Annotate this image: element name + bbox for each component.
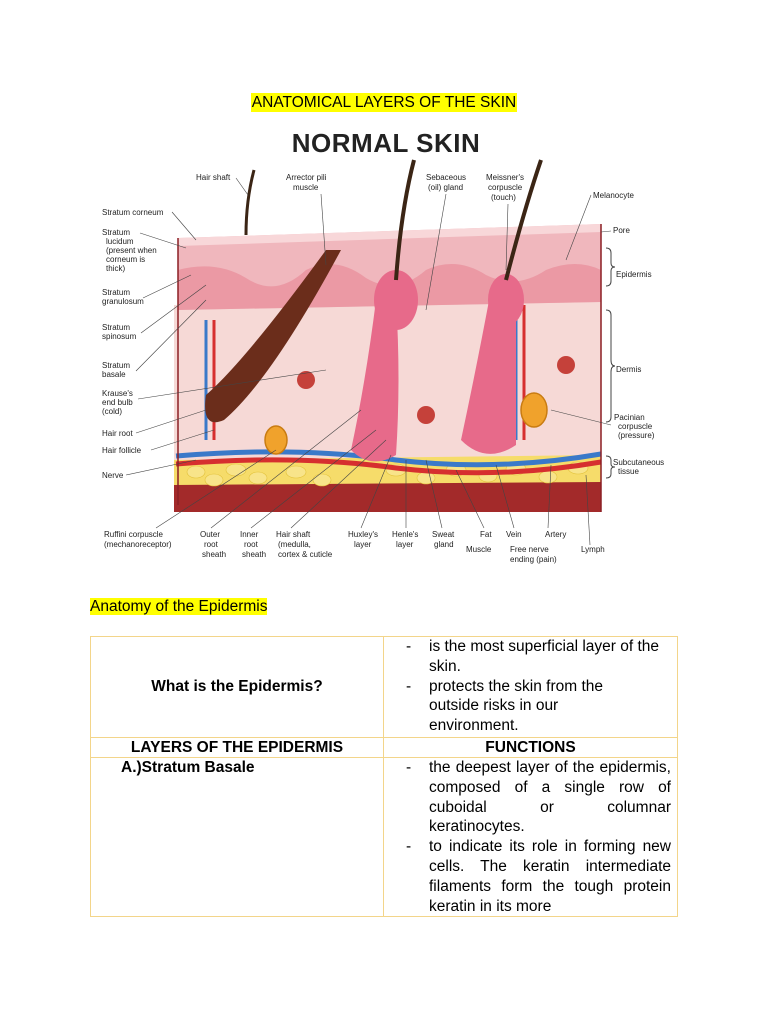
label-henle-1: Henle's [392,530,419,539]
answer-item: - is the most superficial layer of the skin. [384,637,677,677]
layer-name: A.)Stratum Basale [121,758,255,776]
column-header-layers: LAYERS OF THE EPIDERMIS [91,737,384,757]
label-stratum-granulosum-1: Stratum [102,288,131,297]
label-lymph: Lymph [581,545,605,554]
skin-block [174,160,601,512]
layer-cell [91,757,384,916]
label-stratum-lucidum-3: (present when [106,246,157,255]
label-shaft-bottom-1: Hair shaft [276,530,311,539]
label-pore: Pore [613,226,630,235]
label-meissner-3: (touch) [491,193,516,202]
label-artery: Artery [545,530,567,539]
label-hair-follicle: Hair follicle [102,446,142,455]
label-free-nerve-2: ending (pain) [510,555,557,564]
label-outer-3: sheath [202,550,227,559]
label-free-nerve-1: Free nerve [510,545,549,554]
function-item: - the deepest layer of the epidermis, composed of a single row of cuboidal or columnar keratinocytes. [384,758,677,837]
table-row [91,757,678,916]
label-outer-1: Outer [200,530,221,539]
label-krause-2: end bulb [102,398,133,407]
label-dermis: Dermis [616,365,642,374]
label-hair-root: Hair root [102,429,133,438]
epidermis-table [90,636,678,917]
label-stratum-spinosum-2: spinosum [102,332,137,341]
label-inner-2: root [244,540,258,549]
label-arrector-pili-1: Arrector pili [286,173,327,182]
label-vein: Vein [506,530,522,539]
answer-cell [384,637,678,738]
label-stratum-lucidum-4: corneum is [106,255,146,264]
label-stratum-basale-2: basale [102,370,126,379]
label-stratum-spinosum-1: Stratum [102,323,131,332]
label-stratum-lucidum-1: Stratum [102,228,131,237]
label-meissner-1: Meissner's [486,173,524,182]
label-meissner-2: corpuscle [488,183,523,192]
label-sweat-2: gland [434,540,454,549]
section-heading-text: Anatomy of the Epidermis [90,598,268,615]
table-row-question [91,637,678,738]
label-sweat-1: Sweat [432,530,455,539]
figure-heading: NORMAL SKIN [291,128,481,158]
label-subcutaneous-2: tissue [618,467,639,476]
label-ruffini-2: (mechanoreceptor) [104,540,172,549]
skin-anatomy-figure [96,120,676,575]
label-melanocyte: Melanocyte [593,191,634,200]
label-sebaceous-2: (oil) gland [428,183,464,192]
document-title [0,93,768,113]
function-list [384,758,677,916]
label-inner-1: Inner [240,530,259,539]
label-outer-2: root [204,540,218,549]
label-krause-1: Krause's [102,389,133,398]
label-pacinian-1: Pacinian [614,413,645,422]
label-stratum-granulosum-2: granulosum [102,297,144,306]
label-arrector-pili-2: muscle [293,183,319,192]
label-sebaceous-1: Sebaceous [426,173,467,182]
label-stratum-basale-1: Stratum [102,361,131,370]
column-header-functions: FUNCTIONS [384,737,678,757]
skin-diagram [96,120,676,575]
label-muscle: Muscle [466,545,492,554]
label-fat: Fat [480,530,492,539]
label-subcutaneous-1: Subcutaneous [613,458,665,467]
answer-item: - protects the skin from the outside risks in our environment. [384,677,677,736]
label-pacinian-3: (pressure) [618,431,655,440]
label-epidermis: Epidermis [616,270,652,279]
question-cell [91,637,384,738]
label-huxley-2: layer [354,540,372,549]
label-pacinian-2: corpuscle [618,422,653,431]
label-nerve: Nerve [102,471,124,480]
label-krause-3: (cold) [102,407,123,416]
table-header-row [91,737,678,757]
label-henle-2: layer [396,540,414,549]
label-stratum-corneum: Stratum corneum [102,208,164,217]
function-item: - to indicate its role in forming new cells. The keratin intermediate filaments form the tough protein keratin in its more [384,837,677,916]
label-stratum-lucidum-5: thick) [106,264,126,273]
document-title-text: ANATOMICAL LAYERS OF THE SKIN [251,94,517,111]
label-stratum-lucidum-2: lucidum [106,237,134,246]
answer-list [384,637,677,736]
label-ruffini-1: Ruffini corpuscle [104,530,163,539]
label-hair-shaft: Hair shaft [196,173,231,182]
section-heading [90,597,267,617]
label-huxley-1: Huxley's [348,530,378,539]
function-cell [384,757,678,916]
label-shaft-bottom-3: cortex & cuticle [278,550,333,559]
question-text: What is the Epidermis? [151,677,323,695]
label-shaft-bottom-2: (medulla, [278,540,311,549]
label-inner-3: sheath [242,550,267,559]
